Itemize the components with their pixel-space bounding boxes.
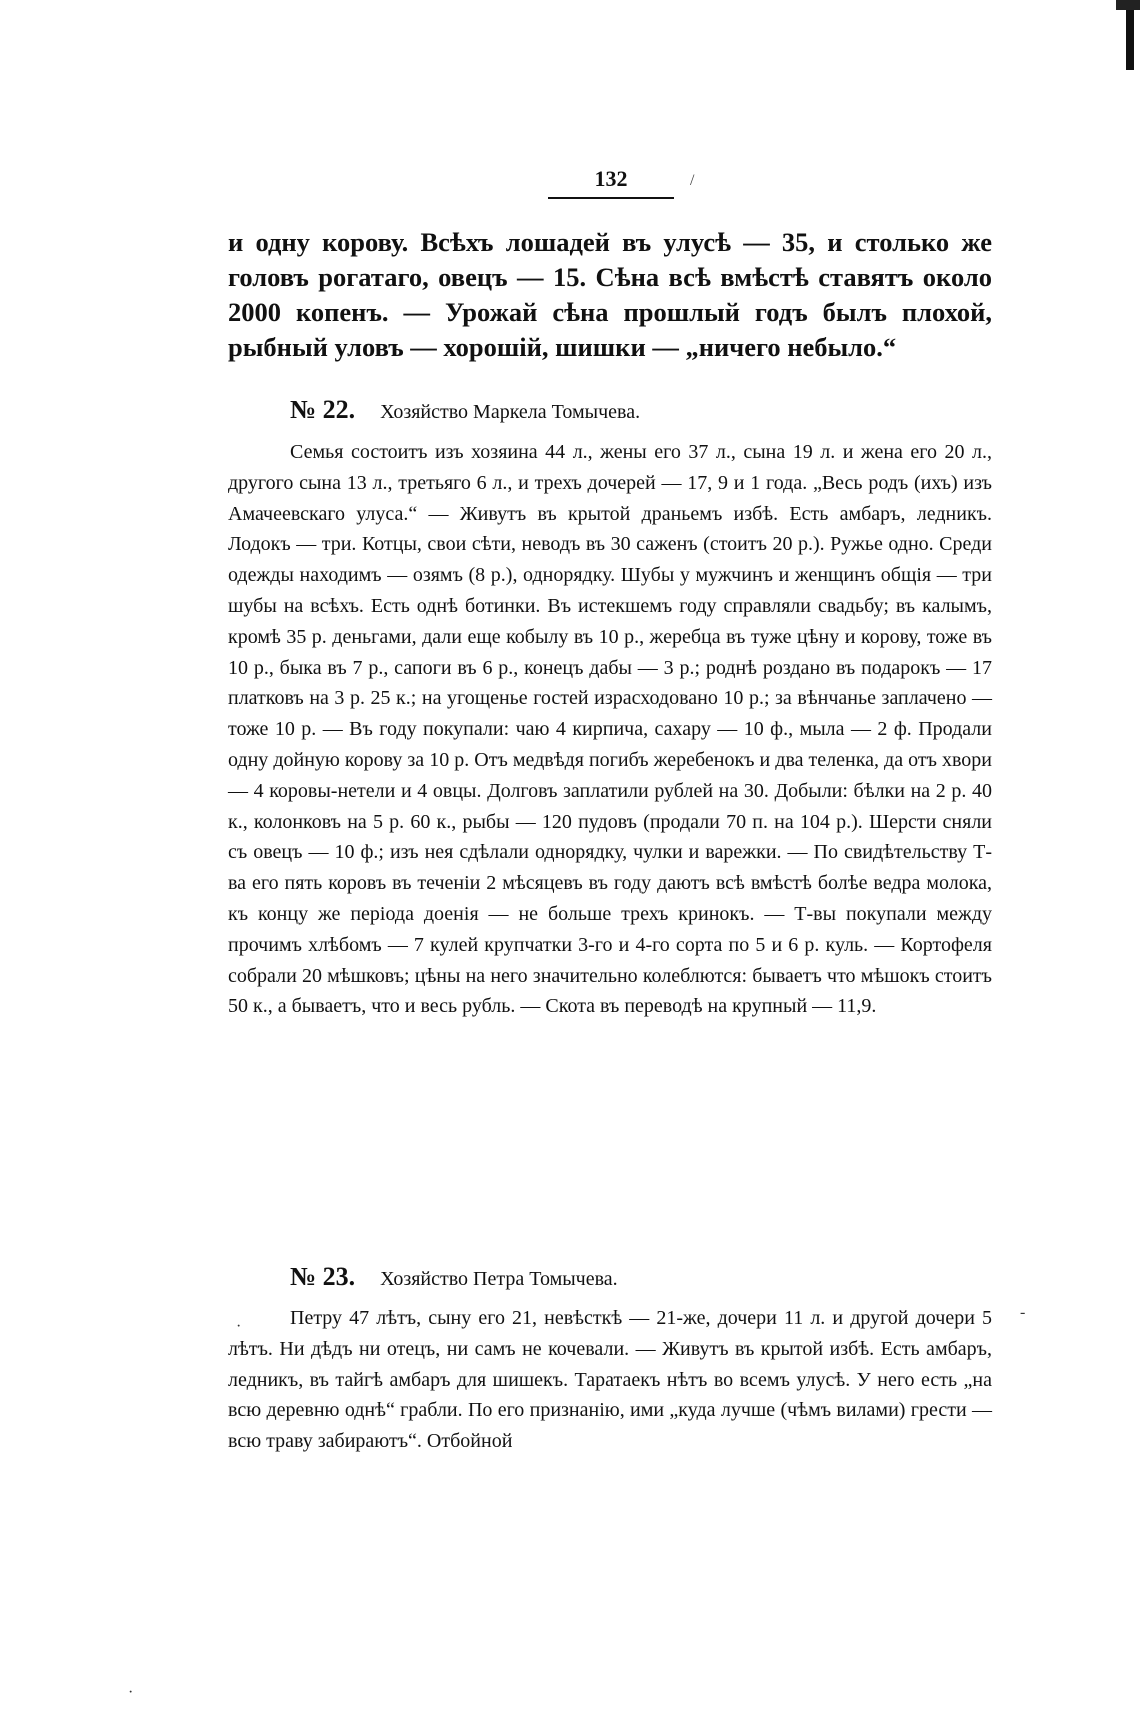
section-title: Хозяйство Маркела Томычева. bbox=[380, 401, 641, 423]
scan-edge-mark-top bbox=[1116, 0, 1140, 10]
section-title: Хозяйство Петра Томычева. bbox=[380, 1268, 618, 1290]
section-number: № 22. bbox=[290, 395, 356, 424]
page-number: 132 bbox=[548, 166, 674, 199]
margin-tick: / bbox=[690, 172, 695, 189]
section-number: № 23. bbox=[290, 1262, 356, 1291]
scan-speck: · bbox=[128, 1684, 134, 1701]
scan-edge-mark bbox=[1126, 0, 1134, 70]
section-body-22: Семья состоитъ изъ хозяина 44 л., жены его 37 л., сына 19 л. и жена его 20 л., другого сына 13 л., третьяго 6 л., и трехъ дочерей — 17, 9 и 1 года. „Весь родъ (ихъ) изъ Амачеевскаго улуса.“ — Живутъ въ крытой драньемъ избѣ. Есть амбаръ, ледникъ. Лодокъ — три. Котцы, свои сѣти, неводъ въ 30 саженъ (стоитъ 20 р.). Ружье одно. Среди одежды находимъ — озямъ (8 р.), однорядку. Шубы у мужчинъ и женщинъ общія — три шубы на всѣхъ. Есть однѣ ботинки. Въ истекшемъ году справляли свадьбу; въ калымъ, кромѣ 35 р. деньгами, дали еще кобылу въ 10 р., жеребца въ туже цѣну и корову, тоже въ 10 р., быка въ 7 р., сапоги въ 6 р., конецъ дабы — 3 р.; роднѣ роздано въ подарокъ — 17 платковъ на 3 р. 25 к.; на угощенье гостей израсходовано 10 р.; за вѣнчанье заплачено — тоже 10 р. — Въ году покупали: чаю 4 кирпича, сахару — 10 ф., мыла — 2 ф. Продали одну дойную корову за 10 р. Отъ медвѣдя погибъ жеребенокъ и два теленка, да отъ хвори — 4 коровы-нетели и 4 овцы. Долговъ заплатили рублей на 30. Добыли: бѣлки на 2 р. 40 к., колонковъ на 5 р. 60 к., рыбы — 120 пудовъ (продали 70 п. на 104 р.). Шерсти сняли съ овецъ — 10 ф.; изъ нея сдѣлали однорядку, чулки и варежки. — По свидѣтельству Т-ва его пять коровъ въ теченіи 2 мѣсяцевъ въ году даютъ всѣ вмѣстѣ болѣе ведра молока, къ концу же періода доенія — не больше трехъ кринокъ. — Т-вы покупали между прочимъ хлѣбомъ — 7 кулей крупчатки 3-го и 4-го сорта по 5 и 6 р. куль. — Кортофеля собрали 20 мѣшковъ; цѣны на него значительно колеблются: бываетъ что мѣшокъ стоитъ 50 к., а бываетъ, что и весь рубль. — Скота въ переводѣ на крупный — 11,9. bbox=[228, 441, 992, 1018]
scan-speck: - bbox=[1020, 1304, 1026, 1321]
section-heading-23 bbox=[290, 1262, 618, 1292]
scan-speck: · bbox=[236, 1318, 242, 1335]
lead-paragraph: и одну корову. Всѣхъ лошадей въ улусѣ — 35, и столько же головъ рогатаго, овецъ — 15. Сѣна всѣ вмѣстѣ ставятъ около 2000 копенъ. — Урожай сѣна прошлый годъ былъ плохой, рыбный уловъ — хорошій, шишки — „ничего небыло.“ bbox=[228, 227, 992, 362]
section-heading-22 bbox=[290, 395, 640, 425]
section-body-23: Петру 47 лѣтъ, сыну его 21, невѣсткѣ — 21-же, дочери 11 л. и другой дочери 5 лѣтъ. Ни дѣдъ ни отецъ, ни самъ не кочевали. — Живутъ въ крытой избѣ. Есть амбаръ, ледникъ, въ тайгѣ амбаръ для шишекъ. Таратаекъ нѣтъ во всемъ улусѣ. У него есть „на всю деревню однѣ“ грабли. По его признанію, ими „куда лучше (чѣмъ вилами) грести — всю траву забираютъ“. Отбойной bbox=[228, 1307, 992, 1453]
